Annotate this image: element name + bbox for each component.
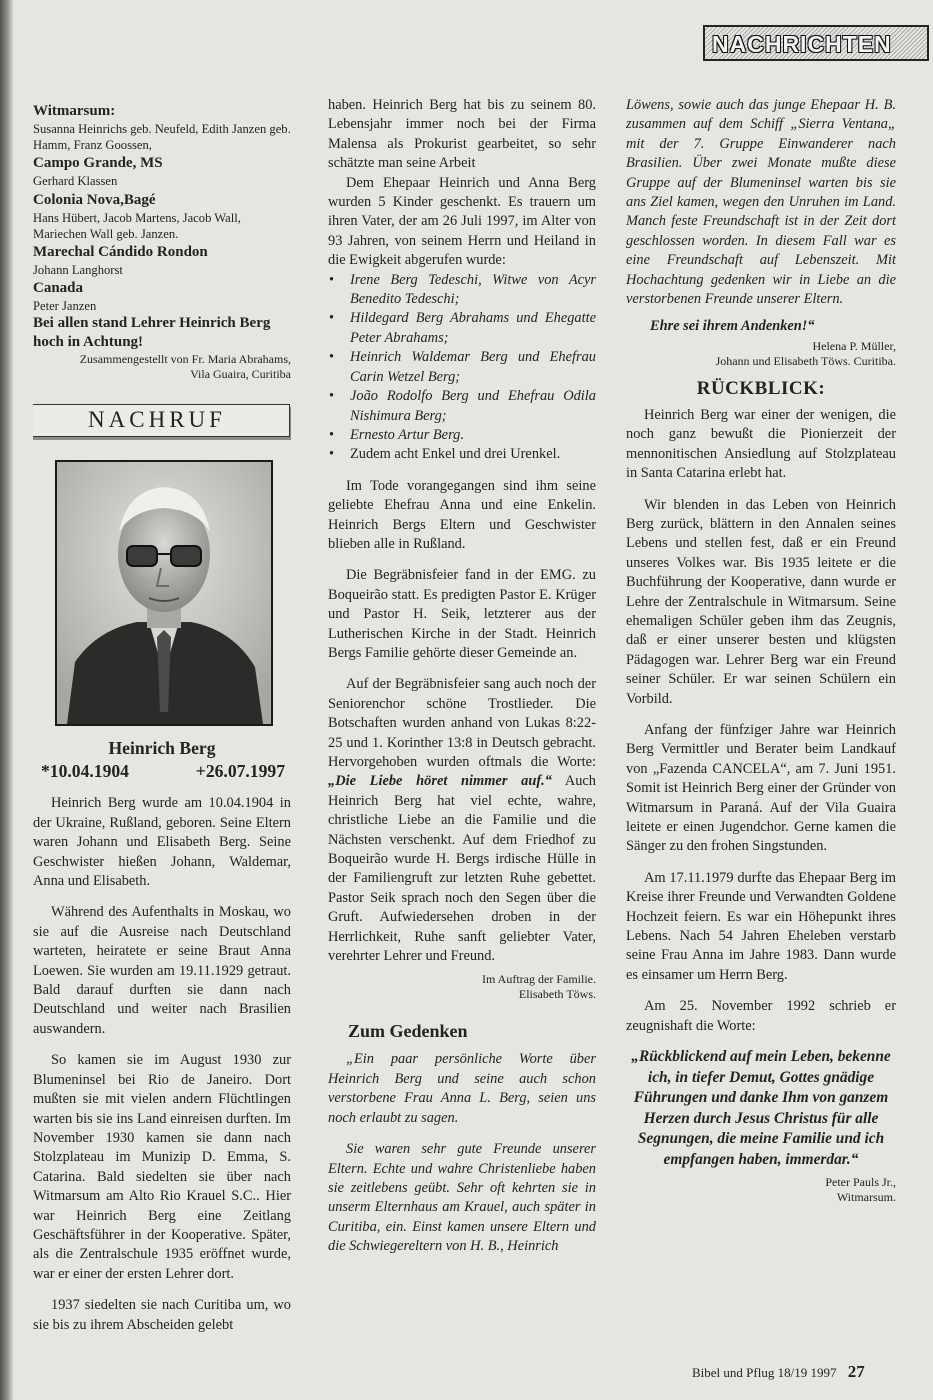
nachruf-heading: NACHRUF (33, 404, 290, 437)
rueckblick-paragraph: Am 17.11.1979 durfte das Ehepaar Berg im Kreise ihrer Freunde und Verwandten Goldene Hochzeit feiern. Es war ein Höhepunkt ihres Lebens. Nach 54 Jahren Eheleben verstarb seine Frau Anna im Jahre 1983. Dann wurde es einsamer um Herrn Berg. (626, 869, 896, 983)
author-credit: Johann und Elisabeth Töws. Curitiba. (715, 353, 896, 368)
obituary-paragraph: So kamen sie im August 1930 zur Blumeninsel bei Rio de Janeiro. Dort mußten sie mit vielen andern Flüchtlingen warten bis sie ins Land einreisen durften. Im November 1930 kamen sie dann nach Stolzplateau im Munizip D. Emma, S. Catarina. Bald siedelten sie über nach Witmarsum am Alto Rio Krauel S.C.. Hier war Heinrich Berg eine Zeitlang Geschäftsführer in der Kooperative. Später, als die Zentralschule 1935 eröffnet wurde, war er einer der ersten Lehrer dort. (33, 1052, 291, 1282)
names-line: Gerhard Klassen (33, 174, 118, 189)
place-heading: Witmarsum: (33, 103, 116, 119)
birth-date: *10.04.1904 (41, 761, 129, 782)
list-item: • Ernesto Artur Berg. (328, 426, 596, 445)
obituary-paragraph: Während des Aufenthalts in Moskau, wo sie auf die Ausreise nach Deutschland warteten, heiratete er seine Braut Anna Loewen. Sie wurden am 19.11.1929 getraut. Bald darauf durften sie dann nach Deutschland und weiter nach Brasilien auswandern. (33, 904, 291, 1037)
rueckblick-heading: RÜCKBLICK: (696, 377, 826, 399)
rueckblick-paragraph: Wir blenden in das Leben von Heinrich Berg zurück, blättern in den Annalen seines Lebens und stellen fest, daß er ein Freund unseres Volkes war. Bis 1935 leitete er die Buchführung der Kooperative, dann wurde er Lehre der Zentralschule in Witmarsum. Seine ehemaligen Schüler geben ihm das Zeugnis, daß er einer unserer besten und klügsten Pädagogen war. Lehrer Berg war ein Freund seiner Schüler. Er war seinen Schülern ein Vorbild. (626, 496, 896, 707)
gedenken-paragraph: Löwens, sowie auch das junge Ehepaar H. B. zusammen auf dem Schiff „Sierra Ventana„ mit der 7. Gruppe Einwanderer nach Brasilien. Über zwei Monate mußte diese Gruppe auf der Blumeninsel warten bis sie ans Ziel kamen, wegen den Unruhen im Land. Manch feste Freundschaft ist in der Zeit dort geschlossen worden. In diesem Fall war es eine Freundschaft auf Lebenszeit. Mit Hochachtung gedenken wir in Liebe an die verstorbenen Freunde unserer Eltern. (626, 97, 896, 308)
rueckblick-paragraph: Am 25. November 1992 schrieb er zeugnishaft die Worte: (626, 998, 896, 1034)
column-3 (626, 96, 896, 1346)
portrait-image (57, 462, 271, 724)
column-1 (33, 96, 291, 1346)
closing-note: Bei allen stand Lehrer Heinrich Berg hoch in Achtung! (33, 315, 271, 351)
author-credit: Helena P. Müller, (812, 338, 896, 353)
news-list (33, 102, 291, 382)
place-heading: Campo Grande, MS (33, 155, 163, 172)
quote-place: Witmarsum. (836, 1189, 896, 1204)
place-heading: Marechal Cándido Rondon (33, 244, 208, 261)
paragraph-text: Auch Heinrich Berg hat viel echte, wahre, christliche Liebe an die Familie und die Nächsten verschenkt. Auf dem Friedhof zu Boqueirão wurde H. Bergs irdische Hülle in der Familiengruft zur letzten Ruhe gebettet. Pastor Seik sprach noch den Segen über die Gruft. Aufwiedersehen droben in der Herrlichkeit, Ruhe sanft geliebter Vater, verehrter Lehrer und Freund. (328, 773, 596, 965)
closing-quote: „Rückblickend auf mein Leben, bekenne ich, in tiefer Demut, Gottes gnädige Führungen und danke Ihm von ganzem Herzen durch Jesus Christus für alle Segnungen, die meine Familie und ich empfangen haben, immerdar.“ (631, 1048, 891, 1169)
list-item: • Heinrich Waldemar Berg und Ehefrau Carin Wetzel Berg; (328, 348, 596, 387)
obituary-paragraph: Die Begräbnisfeier fand in der EMG. zu Boqueirão statt. Es predigten Pastor E. Krüger und Pastor H. Seik, letzterer aus der Lutherischen Kirche in der Stadt. Heinrich Bergs Familie gehörte dieser Gemeinde an. (328, 567, 596, 661)
section-header: NACHRICHTEN (703, 25, 929, 61)
obituary-paragraph: Dem Ehepaar Heinrich und Anna Berg wurden 5 Kinder geschenkt. Es trauern um ihren Vater, der am 26 Juli 1997, im Alter von 93 Jahren, von seinem Herrn und Heiland in die Ewigkeit abgerufen wurde: (328, 174, 596, 269)
names-line: Hans Hübert, Jacob Martens, Jacob Wall, Mariechen Wall geb. Janzen. (33, 210, 241, 241)
honor-line: Ehre sei ihrem Andenken!“ (650, 318, 815, 335)
death-date: +26.07.1997 (195, 761, 285, 782)
author-credit: Elisabeth Töws. (518, 987, 596, 1002)
list-item: • Irene Berg Tedeschi, Witwe von Acyr Benedito Tedeschi; (328, 271, 596, 310)
obituary-paragraph (328, 675, 596, 966)
issue-number: 18/19 (777, 1365, 808, 1380)
obituary-paragraph: Heinrich Berg wurde am 10.04.1904 in der Ukraine, Rußland, geboren. Seine Eltern waren Johann und Elisabeth Berg. Seine Geschwister hießen Johann, Waldemar, Anna und Elisabeth. (33, 795, 291, 890)
life-dates (33, 759, 291, 782)
gedenken-heading: Zum Gedenken (348, 1021, 468, 1042)
issue-year: 1997 (810, 1365, 837, 1380)
scripture-quote: „Die Liebe höret nimmer auf.“ (328, 773, 552, 790)
page-number: 27 (847, 1362, 865, 1381)
rueckblick-paragraph: Heinrich Berg war einer der wenigen, die noch ganz bewußt die Pionierzeit der mennonitischen Ansiedlung auf Stolzplateau in Santa Catarina erlebt hat. (626, 406, 896, 482)
list-item: • Zudem acht Enkel und drei Urenkel. (328, 445, 596, 464)
magazine-name: Bibel und Pflug (692, 1365, 775, 1380)
quote-author: Peter Pauls Jr., (825, 1174, 896, 1189)
names-line: Susanna Heinrichs geb. Neufeld, Edith Janzen geb. Hamm, Franz Goossen, (33, 122, 291, 153)
gedenken-paragraph: Sie waren sehr gute Freunde unserer Eltern. Echte und wahre Christenliebe haben sie zeitlebens geübt. Sehr oft kehrten sie in unserm Elternhaus am Krauel, auch später in Curitiba, ein. Einst kamen unsere Eltern und die Schwiegereltern von H. B., Heinrich (328, 1141, 596, 1255)
rueckblick-paragraph: Anfang der fünfziger Jahre war Heinrich Berg Vermittler und Berater beim Landkauf von „Fazenda CANCELA“, am 7. Juni 1951. Somit ist Heinrich Berg einer der Gründer von Witmarsum in Paraná. Auf der Vila Guaira leitete er einen Jugendchor. Gerne kamen die Sänger zu den frohen Singstunden. (626, 721, 896, 855)
family-credit: Im Auftrag der Familie. (482, 972, 596, 987)
place-heading: Canada (33, 280, 84, 297)
person-name: Heinrich Berg (108, 738, 216, 759)
obituary-paragraph: 1937 siedelten sie nach Curitiba um, wo sie bis zu ihrem Abscheiden gelebt (33, 1297, 291, 1333)
gedenken-paragraph: „Ein paar persönliche Worte über Heinrich Berg und seine auch schon verstorbene Frau Anna L. Berg, seien uns noch erlaubt zu sagen. (328, 1051, 596, 1126)
page-edge-shadow (0, 0, 14, 1400)
portrait-photo (55, 460, 273, 726)
list-item: • Hildegard Berg Abrahams und Ehegatte Peter Abrahams; (328, 309, 596, 348)
list-item: • João Rodolfo Berg und Ehefrau Odila Nishimura Berg; (328, 387, 596, 426)
compiled-by: Zusammengestellt von Fr. Maria Abrahams, (79, 352, 291, 367)
names-line: Johann Langhorst (33, 263, 123, 278)
place-heading: Colonia Nova,Bagé (33, 191, 156, 208)
obituary-paragraph: haben. Heinrich Berg hat bis zu seinem 80. Lebensjahr immer noch bei der Firma Malensa als Prokurist gearbeitet, so sehr schätzte man seine Arbeit (328, 97, 596, 172)
compiled-place: Vila Guaira, Curitiba (190, 367, 291, 382)
obituary-paragraph: Im Tode vorangegangen sind ihm seine geliebte Ehefrau Anna und eine Enkelin. Heinrich Bergs Eltern und Geschwister blieben alle in Rußland. (328, 477, 596, 552)
column-2 (328, 96, 596, 1346)
page-footer (692, 1362, 892, 1382)
paragraph-text: Auf der Begräbnisfeier sang auch noch der Seniorenchor schöne Trostlieder. Die Botschaften wurden anhand von Lukas 8:22-25 und 1. Korinther 13:8 in Deutsch gebracht. Hervorgehoben wurden oftmals die Worte: (328, 676, 596, 770)
names-line: Peter Janzen (33, 299, 97, 314)
children-list (328, 271, 596, 465)
